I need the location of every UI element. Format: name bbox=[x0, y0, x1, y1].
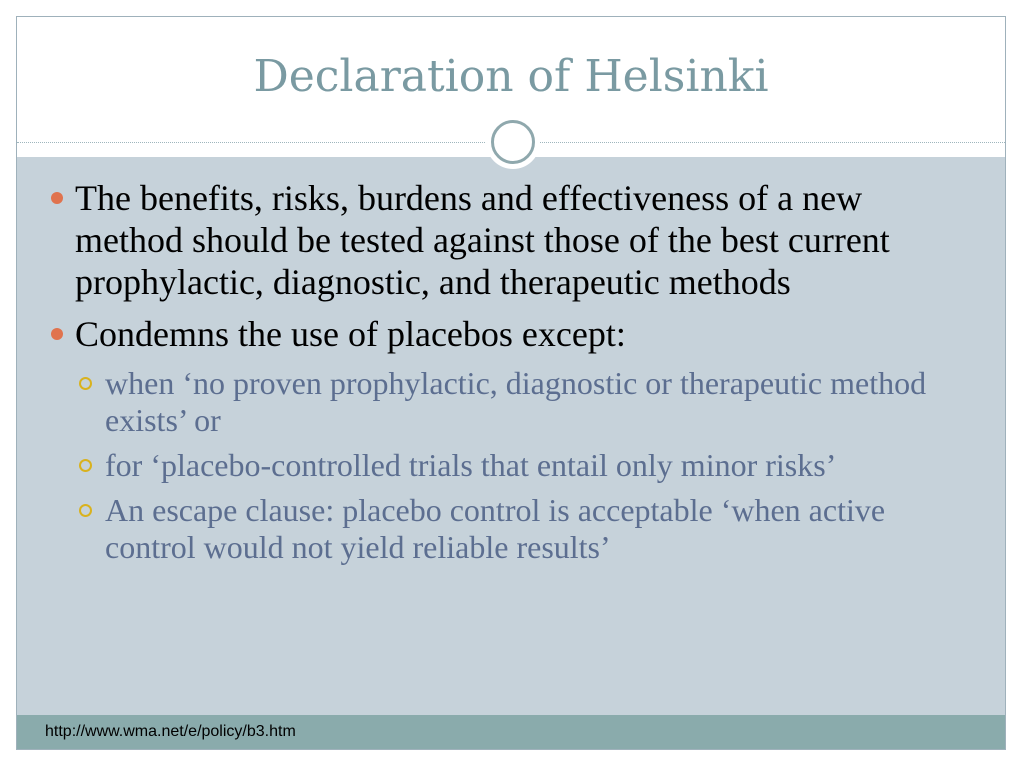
bullet-item bbox=[45, 313, 975, 355]
sub-bullet-ring-icon bbox=[79, 377, 92, 390]
sub-bullet-item bbox=[45, 492, 975, 566]
footer-url[interactable]: http://www.wma.net/e/policy/b3.htm bbox=[45, 723, 296, 740]
ornament-circle-icon bbox=[486, 115, 540, 169]
slide-content bbox=[45, 177, 975, 574]
sub-bullet-text: An escape clause: placebo control is acceptable ‘when active control would not yield reliable results’ bbox=[105, 492, 886, 565]
sub-bullet-ring-icon bbox=[79, 504, 92, 517]
sub-bullet-text: for ‘placebo-controlled trials that entail only minor risks’ bbox=[105, 447, 837, 483]
sub-bullet-ring-icon bbox=[79, 459, 92, 472]
bullet-item bbox=[45, 177, 975, 303]
bullet-dot-icon bbox=[51, 192, 63, 204]
bullet-text: The benefits, risks, burdens and effectiveness of a new method should be tested against those of the best current prophylactic, diagnostic, and therapeutic methods bbox=[75, 178, 890, 302]
sub-bullet-item bbox=[45, 447, 975, 484]
slide bbox=[16, 16, 1006, 750]
bullet-dot-icon bbox=[51, 328, 63, 340]
sub-bullet-item bbox=[45, 365, 975, 439]
bullet-text: Condemns the use of placebos except: bbox=[75, 314, 626, 354]
slide-title: Declaration of Helsinki bbox=[253, 51, 769, 102]
sub-bullet-text: when ‘no proven prophylactic, diagnostic or therapeutic method exists’ or bbox=[105, 365, 927, 438]
ornament-ring bbox=[491, 120, 535, 164]
footer-band bbox=[17, 715, 1005, 749]
